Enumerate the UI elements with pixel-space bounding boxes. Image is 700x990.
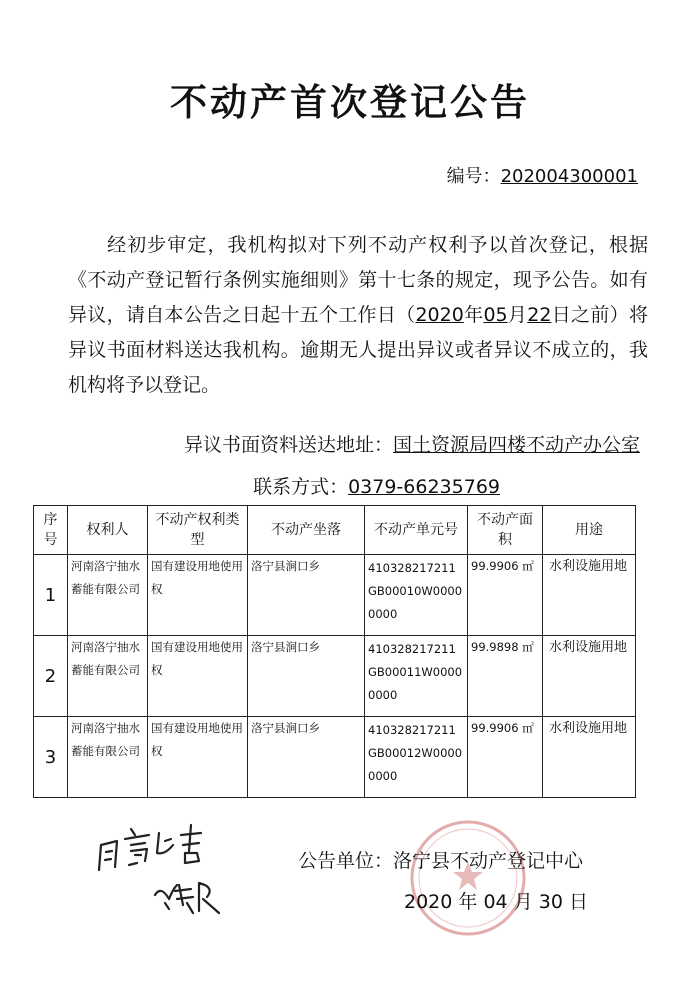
deadline-day: 22 xyxy=(527,304,552,326)
row-area: 99.9906 ㎡ xyxy=(468,555,543,636)
row-unit-no: 410328217211GB00011W00000000 xyxy=(365,636,468,717)
col-header-unit-no: 不动产单元号 xyxy=(365,506,468,555)
deadline-year-unit: 年 xyxy=(463,304,484,326)
row-seq: 3 xyxy=(34,717,68,798)
objection-address xyxy=(0,430,640,457)
col-header-seq: 序号 xyxy=(34,506,68,555)
notice-body xyxy=(68,228,648,403)
issue-date-year: 2020 xyxy=(404,891,453,913)
contact-info xyxy=(0,472,500,499)
document-number-value: 202004300001 xyxy=(500,166,638,187)
issue-date-day-unit: 日 xyxy=(569,891,589,913)
issue-date-month-unit: 月 xyxy=(513,891,533,913)
row-owner: 河南洛宁抽水蓄能有限公司 xyxy=(68,555,148,636)
deadline-day-unit: 日 xyxy=(551,304,572,326)
row-area: 99.9906 ㎡ xyxy=(468,717,543,798)
row-usage: 水利设施用地 xyxy=(543,636,636,717)
row-usage: 水利设施用地 xyxy=(543,717,636,798)
deadline-month-unit: 月 xyxy=(507,304,528,326)
issue-date-day: 30 xyxy=(538,891,563,913)
official-seal xyxy=(408,818,528,938)
row-location: 洛宁县涧口乡 xyxy=(248,717,365,798)
table-row xyxy=(34,555,636,636)
table-row xyxy=(34,636,636,717)
deadline-month: 05 xyxy=(483,304,508,326)
row-right-type: 国有建设用地使用权 xyxy=(148,555,248,636)
issuer-label: 公告单位： xyxy=(298,850,394,872)
col-header-usage: 用途 xyxy=(543,506,636,555)
col-header-right-type: 不动产权利类型 xyxy=(148,506,248,555)
deadline-year: 2020 xyxy=(415,304,464,326)
issuer-name: 洛宁县不动产登记中心 xyxy=(393,850,584,872)
row-area: 99.9898 ㎡ xyxy=(468,636,543,717)
row-seq: 2 xyxy=(34,636,68,717)
row-unit-no: 410328217211GB00012W00000000 xyxy=(365,717,468,798)
contact-phone: 0379-66235769 xyxy=(348,476,500,498)
property-table xyxy=(33,505,636,798)
row-location: 洛宁县涧口乡 xyxy=(248,555,365,636)
row-usage: 水利设施用地 xyxy=(543,555,636,636)
issue-date-month: 04 xyxy=(483,891,508,913)
document-number xyxy=(447,162,638,188)
notice-title: 不动产首次登记公告 xyxy=(170,81,530,124)
col-header-area: 不动产面积 xyxy=(468,506,543,555)
col-header-location: 不动产坐落 xyxy=(248,506,365,555)
row-right-type: 国有建设用地使用权 xyxy=(148,717,248,798)
row-location: 洛宁县涧口乡 xyxy=(248,636,365,717)
table-row xyxy=(34,717,636,798)
row-unit-no: 410328217211GB00010W00000000 xyxy=(365,555,468,636)
issue-date xyxy=(404,887,588,914)
document-number-label: 编号： xyxy=(446,166,501,187)
row-owner: 河南洛宁抽水蓄能有限公司 xyxy=(68,717,148,798)
contact-label: 联系方式： xyxy=(253,476,349,498)
row-right-type: 国有建设用地使用权 xyxy=(148,636,248,717)
row-seq: 1 xyxy=(34,555,68,636)
issuing-authority xyxy=(298,846,583,873)
table-header-row xyxy=(34,506,636,555)
notice-body-part1: 经初步审定，我机构拟对下列不动产权利予以首次登记，根据《不动产登记暂行条例实施细则》第十七条的规定，现予公告。如有异议，请自本公告之日起十五个工作日（ xyxy=(68,234,648,326)
objection-address-value: 国土资源局四楼不动产办公室 xyxy=(392,434,640,456)
notice-body-part2: 之前）将异议书面材料送达我机构。逾期无人提出异议或者异议不成立的，我机构将予以登记。 xyxy=(68,304,648,396)
row-owner: 河南洛宁抽水蓄能有限公司 xyxy=(68,636,148,717)
issue-date-year-unit: 年 xyxy=(458,891,478,913)
objection-address-label: 异议书面资料送达地址： xyxy=(183,434,393,456)
col-header-owner: 权利人 xyxy=(68,506,148,555)
handwritten-approval-signature xyxy=(95,815,255,925)
